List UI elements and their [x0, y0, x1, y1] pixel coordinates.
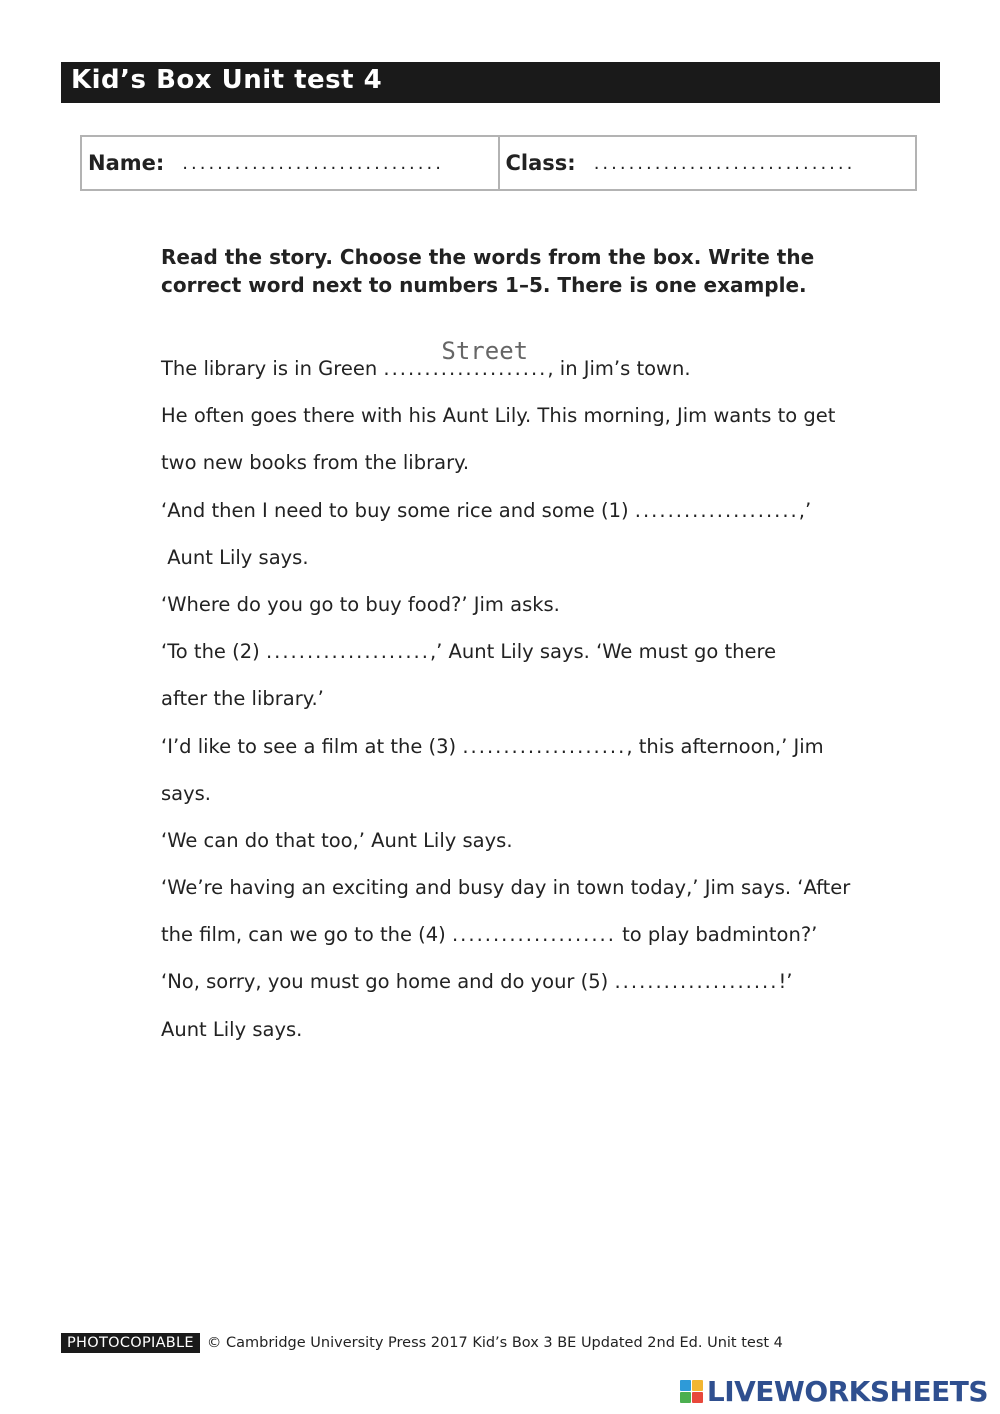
- logo-square-4: [692, 1392, 703, 1403]
- example-blank: .................... Street: [383, 351, 547, 387]
- class-cell: [498, 137, 916, 189]
- photocopiable-badge: PHOTOCOPIABLE: [61, 1333, 200, 1353]
- story-line-9: ‘I’d like to see a film at the (3) ...................., this afternoon,’ Jim: [161, 734, 824, 758]
- logo-square-2: [692, 1380, 703, 1391]
- footer: [61, 1331, 783, 1354]
- student-info-box: [80, 135, 917, 191]
- story-line-4: ‘And then I need to buy some rice and some (1) ....................,’: [161, 498, 812, 522]
- story-line-12: ‘We’re having an exciting and busy day in town today,’ Jim says. ‘After: [161, 876, 851, 900]
- class-label: Class:: [505, 151, 576, 175]
- name-field[interactable]: ..............................: [182, 152, 444, 174]
- name-cell: [82, 137, 498, 189]
- story-line-13: the film, can we go to the (4) .................... to play badminton?’: [161, 923, 818, 947]
- story-line-3: two new books from the library.: [161, 451, 470, 475]
- class-field[interactable]: ..............................: [593, 152, 856, 174]
- logo-text: LIVEWORKSHEETS: [706, 1374, 988, 1408]
- liveworksheets-icon: [680, 1380, 703, 1403]
- story-line-6: ‘Where do you go to buy food?’ Jim asks.: [161, 592, 560, 616]
- story-line-11: ‘We can do that too,’ Aunt Lily says.: [161, 828, 513, 852]
- answer-blank-4[interactable]: ....................: [451, 923, 616, 947]
- story-line-5: Aunt Lily says.: [161, 545, 309, 569]
- instructions: Read the story. Choose the words from the box. Write the correct word next to numbers 1–5. There is one example.: [161, 245, 815, 297]
- title-bar: [61, 62, 940, 103]
- logo-square-3: [680, 1392, 691, 1403]
- story-line-7: ‘To the (2) ....................,’ Aunt Lily says. ‘We must go there: [161, 640, 777, 664]
- answer-blank-5[interactable]: ....................: [614, 970, 779, 994]
- liveworksheets-logo[interactable]: [680, 1374, 988, 1408]
- story-line-14: ‘No, sorry, you must go home and do your (5) ....................!’: [161, 970, 793, 994]
- page-title: Kid’s Box Unit test 4: [71, 65, 383, 95]
- story-text: [161, 337, 881, 1059]
- story-line-8: after the library.’: [161, 687, 324, 711]
- answer-blank-2[interactable]: ....................: [265, 640, 430, 664]
- answer-blank-3[interactable]: ....................: [462, 734, 627, 758]
- story-line-1: The library is in Green .................... Street , in Jim’s town.: [161, 351, 881, 398]
- story-line-2: He often goes there with his Aunt Lily. This morning, Jim wants to get: [161, 404, 836, 428]
- example-answer: Street: [441, 337, 529, 365]
- story-line-10: says.: [161, 781, 212, 805]
- logo-square-1: [680, 1380, 691, 1391]
- answer-blank-1[interactable]: ....................: [634, 498, 799, 522]
- story-line-15: Aunt Lily says.: [161, 1017, 303, 1041]
- name-label: Name:: [88, 151, 165, 175]
- copyright-text: © Cambridge University Press 2017 Kid’s Box 3 BE Updated 2nd Ed. Unit test 4: [206, 1334, 783, 1351]
